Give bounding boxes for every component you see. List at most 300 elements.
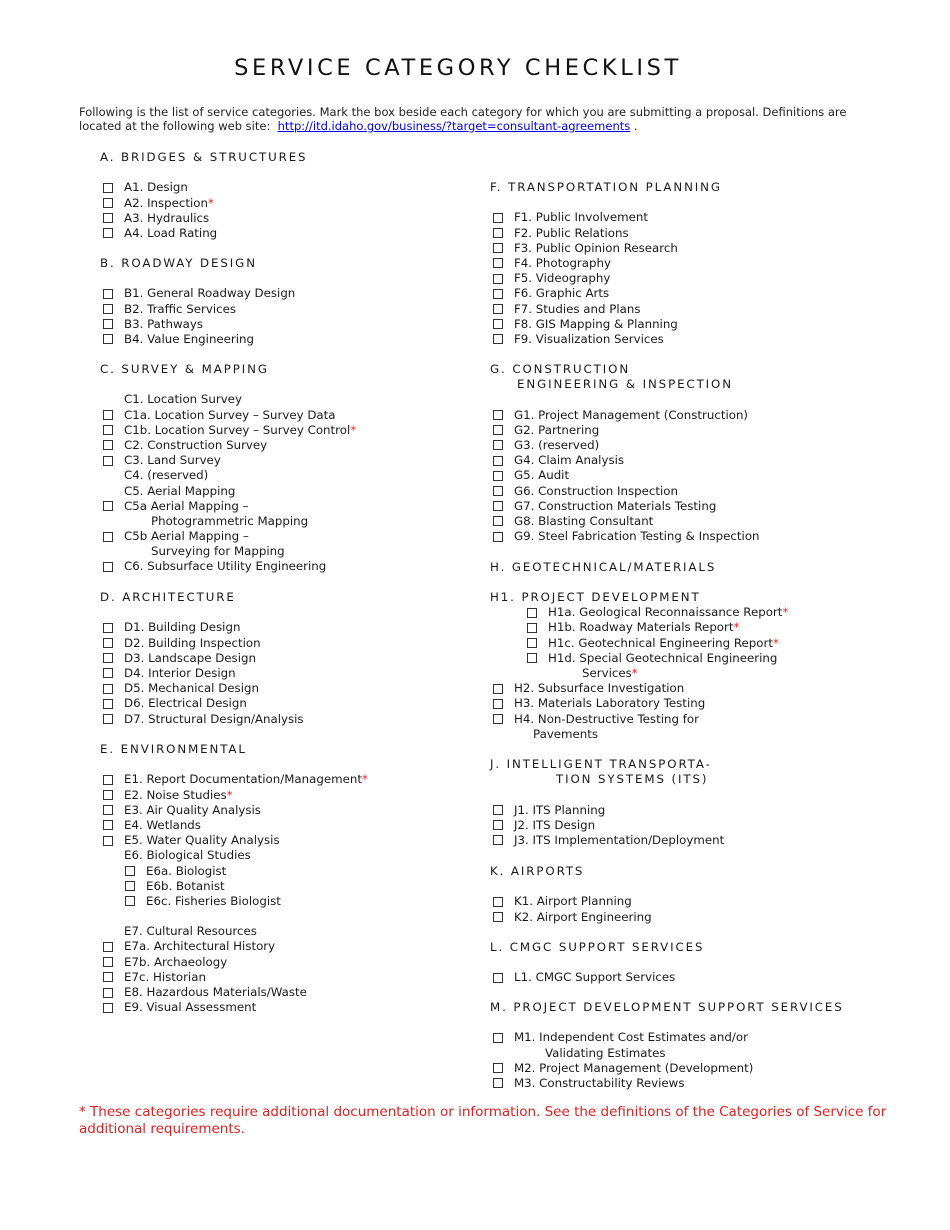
checklist-item[interactable] xyxy=(100,286,296,301)
checkbox[interactable] xyxy=(493,274,503,284)
item-text: B3. Pathways xyxy=(124,316,204,331)
checklist-item[interactable] xyxy=(100,681,259,696)
checkbox[interactable] xyxy=(493,820,503,830)
checkbox[interactable] xyxy=(103,456,113,466)
checkbox[interactable] xyxy=(493,410,503,420)
checklist-item[interactable] xyxy=(100,1000,257,1015)
item-label xyxy=(514,256,611,271)
checklist-item xyxy=(100,848,251,863)
checkbox[interactable] xyxy=(103,319,113,329)
checklist-item[interactable] xyxy=(490,1030,844,1060)
item-text: H1a. Geological Reconnaissance Report xyxy=(548,605,783,620)
item-text: C2. Construction Survey xyxy=(124,437,268,452)
item-label xyxy=(124,620,240,635)
checklist-item[interactable] xyxy=(490,803,712,818)
item-text: F9. Visualization Services xyxy=(514,331,664,346)
item-label xyxy=(514,818,595,833)
page-title: SERVICE CATEGORY CHECKLIST xyxy=(234,55,682,81)
item-text: C5a Aerial Mapping – xyxy=(124,498,249,513)
checklist-item[interactable] xyxy=(100,893,281,909)
required-asterisk: * xyxy=(361,772,368,787)
checklist-item[interactable] xyxy=(100,635,261,651)
checkbox[interactable] xyxy=(103,942,113,952)
checklist-item xyxy=(100,392,269,407)
checklist-item[interactable] xyxy=(490,438,733,453)
section-l xyxy=(490,940,704,986)
item-text: F7. Studies and Plans xyxy=(514,301,641,316)
section-heading-line: K. AIRPORTS xyxy=(490,864,585,878)
checklist-item[interactable] xyxy=(100,955,247,970)
checklist-item[interactable] xyxy=(490,317,722,332)
item-label xyxy=(124,226,217,241)
section-heading-line: M. PROJECT DEVELOPMENT SUPPORT SERVICES xyxy=(490,1000,844,1014)
item-text: B4. Value Engineering xyxy=(124,331,255,346)
checkbox[interactable] xyxy=(493,805,503,815)
checkbox[interactable] xyxy=(103,988,113,998)
checklist-item[interactable] xyxy=(490,499,733,514)
section-heading xyxy=(100,590,236,605)
category-list xyxy=(490,802,725,849)
section-a xyxy=(100,150,307,241)
checklist-item[interactable] xyxy=(490,226,722,241)
checkbox[interactable] xyxy=(103,183,113,193)
section-heading-line: C. SURVEY & MAPPING xyxy=(100,362,269,376)
item-text: E7. Cultural Resources xyxy=(124,924,257,939)
item-label xyxy=(124,803,261,818)
checklist-item[interactable] xyxy=(490,468,733,483)
checklist-item[interactable] xyxy=(100,226,307,241)
item-label xyxy=(514,529,760,544)
item-label xyxy=(514,681,684,696)
item-text: F6. Graphic Arts xyxy=(514,286,610,301)
category-list xyxy=(490,210,722,347)
checklist-item[interactable] xyxy=(100,438,269,453)
item-text: E7c. Historian xyxy=(124,969,206,984)
item-label xyxy=(514,241,678,256)
item-label xyxy=(514,499,716,514)
section-heading-line: J. INTELLIGENT TRANSPORTA- xyxy=(490,757,712,771)
checkbox[interactable] xyxy=(493,213,503,223)
checklist-item[interactable] xyxy=(100,422,357,438)
checkbox[interactable] xyxy=(103,957,113,967)
item-text-line2-text: Validating Estimates xyxy=(545,1045,666,1060)
category-list xyxy=(100,180,307,241)
item-text-line2-text: Surveying for Mapping xyxy=(151,544,285,559)
item-label xyxy=(124,438,267,453)
checkbox[interactable] xyxy=(493,699,503,709)
item-label xyxy=(548,620,739,635)
item-text: M1. Independent Cost Estimates and/or xyxy=(514,1030,748,1045)
item-text: B2. Traffic Services xyxy=(124,301,237,316)
checklist-item[interactable] xyxy=(490,271,722,286)
item-label xyxy=(514,408,748,423)
item-label xyxy=(124,833,280,848)
item-text: C5b Aerial Mapping – xyxy=(124,529,249,544)
checkbox[interactable] xyxy=(493,258,503,268)
checkbox[interactable] xyxy=(493,1033,503,1043)
checklist-item[interactable] xyxy=(100,879,247,894)
item-text: E7a. Architectural History xyxy=(124,939,276,954)
checklist-item[interactable] xyxy=(100,302,257,317)
section-heading-line: H. GEOTECHNICAL/MATERIALS xyxy=(490,560,717,574)
checklist-item[interactable] xyxy=(490,1076,844,1091)
checkbox[interactable] xyxy=(103,972,113,982)
checkbox[interactable] xyxy=(103,334,113,344)
checkbox[interactable] xyxy=(103,790,113,800)
section-heading-line: ENGINEERING & INSPECTION xyxy=(517,377,733,392)
checkbox[interactable] xyxy=(493,319,503,329)
item-label xyxy=(514,317,678,332)
section-heading xyxy=(490,362,733,392)
item-label xyxy=(124,529,285,559)
checkbox[interactable] xyxy=(125,881,135,891)
checkbox[interactable] xyxy=(493,501,503,511)
required-asterisk: * xyxy=(631,665,638,680)
item-text: A2. Inspection xyxy=(124,195,209,210)
checkbox[interactable] xyxy=(103,562,113,572)
item-text: E6a. Biologist xyxy=(146,863,227,878)
checklist-item[interactable] xyxy=(100,666,236,681)
item-label xyxy=(124,788,233,803)
category-list xyxy=(100,620,304,726)
checkbox[interactable] xyxy=(493,425,503,435)
intro-text-block xyxy=(79,105,879,133)
section-e xyxy=(100,742,368,1015)
item-text: F3. Public Opinion Research xyxy=(514,240,678,255)
item-label xyxy=(124,499,308,529)
item-text: G6. Construction Inspection xyxy=(514,483,678,498)
checklist-item[interactable] xyxy=(490,650,778,681)
checkbox[interactable] xyxy=(493,289,503,299)
checklist-item xyxy=(100,468,269,483)
checkbox[interactable] xyxy=(103,425,113,435)
section-heading xyxy=(100,362,269,377)
checkbox[interactable] xyxy=(493,1063,503,1073)
checklist-item[interactable] xyxy=(490,832,725,848)
item-text: B1. General Roadway Design xyxy=(124,286,296,301)
checkbox[interactable] xyxy=(493,334,503,344)
checklist-item[interactable] xyxy=(100,864,247,879)
checkbox[interactable] xyxy=(493,835,503,845)
checklist-item[interactable] xyxy=(490,696,706,711)
item-text: A3. Hydraulics xyxy=(124,210,210,225)
checklist-item[interactable] xyxy=(490,894,632,909)
checklist-item[interactable] xyxy=(100,985,307,1000)
section-heading-line: H1. PROJECT DEVELOPMENT xyxy=(490,590,701,604)
item-label xyxy=(124,970,206,985)
section-g xyxy=(490,362,760,544)
item-text: C1a. Location Survey – Survey Data xyxy=(124,407,336,422)
item-text: A1. Design xyxy=(124,180,188,195)
category-list xyxy=(490,1030,844,1091)
checklist-item[interactable] xyxy=(490,484,733,499)
checkbox[interactable] xyxy=(103,820,113,830)
section-h xyxy=(490,560,716,575)
checkbox[interactable] xyxy=(493,228,503,238)
item-text: C6. Subsurface Utility Engineering xyxy=(124,559,327,574)
checkbox[interactable] xyxy=(493,897,503,907)
section-heading-line: TION SYSTEMS (ITS) xyxy=(556,772,709,787)
checklist-item xyxy=(100,924,257,939)
checklist-item[interactable] xyxy=(100,498,309,529)
item-label xyxy=(514,271,610,286)
item-label xyxy=(124,681,259,696)
checklist-item[interactable] xyxy=(100,407,336,423)
required-asterisk: * xyxy=(208,195,214,210)
section-heading-line: B. ROADWAY DESIGN xyxy=(100,256,257,270)
checkbox[interactable] xyxy=(103,213,113,223)
category-list xyxy=(490,407,760,545)
item-text: F4. Photography xyxy=(514,255,611,270)
checklist-item[interactable] xyxy=(100,772,368,787)
item-label xyxy=(124,666,236,681)
item-label xyxy=(124,286,295,301)
item-label xyxy=(514,423,599,438)
checkbox[interactable] xyxy=(493,1078,503,1088)
section-c xyxy=(100,362,357,575)
item-label xyxy=(124,453,221,468)
item-label xyxy=(124,696,247,711)
checkbox[interactable] xyxy=(103,410,113,420)
checklist-item[interactable] xyxy=(490,514,733,529)
item-label xyxy=(124,848,251,863)
checklist-item[interactable] xyxy=(490,453,733,468)
checkbox[interactable] xyxy=(103,805,113,815)
checkbox[interactable] xyxy=(103,228,113,238)
item-label xyxy=(124,955,227,970)
checklist-item[interactable] xyxy=(100,211,307,226)
item-label xyxy=(514,696,705,711)
footnote: * These categories require additional documentation or information. See the definitions of the Categories of Service for additional requirements. xyxy=(79,1104,887,1137)
section-heading xyxy=(100,256,257,271)
checkbox[interactable] xyxy=(103,532,113,542)
section-j xyxy=(490,757,725,848)
item-text: E5. Water Quality Analysis xyxy=(124,833,280,848)
definitions-link[interactable]: http://itd.idaho.gov/business/?target=consultant-agreements xyxy=(277,119,631,133)
checkbox[interactable] xyxy=(103,440,113,450)
checkbox[interactable] xyxy=(103,304,113,314)
item-label xyxy=(124,423,356,438)
item-text: F1. Public Involvement xyxy=(514,210,648,225)
item-label xyxy=(514,332,664,347)
checkbox[interactable] xyxy=(493,304,503,314)
item-text: G5. Audit xyxy=(514,468,570,483)
checklist-item[interactable] xyxy=(100,939,276,954)
section-heading-line: F. TRANSPORTATION PLANNING xyxy=(490,180,722,194)
checkbox[interactable] xyxy=(103,623,113,633)
item-text: D3. Landscape Design xyxy=(124,650,256,665)
item-label xyxy=(124,484,235,499)
item-label xyxy=(514,712,699,742)
item-label xyxy=(146,894,281,909)
item-text: H1d. Special Geotechnical Engineering xyxy=(548,650,778,665)
checklist-item[interactable] xyxy=(490,635,779,651)
section-heading xyxy=(490,940,704,955)
checklist-item[interactable] xyxy=(100,788,247,803)
required-asterisk: * xyxy=(772,635,779,650)
item-label xyxy=(548,636,779,651)
checklist-item[interactable] xyxy=(100,180,307,195)
item-text: E3. Air Quality Analysis xyxy=(124,802,261,817)
item-label xyxy=(124,559,326,574)
checkbox[interactable] xyxy=(103,1003,113,1013)
checklist-item[interactable] xyxy=(100,529,285,559)
item-text: K2. Airport Engineering xyxy=(514,909,652,924)
item-label xyxy=(514,514,653,529)
item-label xyxy=(124,651,256,666)
section-heading xyxy=(100,150,307,165)
checklist-item[interactable] xyxy=(100,453,269,468)
section-k xyxy=(490,864,652,925)
checkbox[interactable] xyxy=(103,684,113,694)
section-heading-line: D. ARCHITECTURE xyxy=(100,590,236,604)
checklist-item[interactable] xyxy=(100,196,307,211)
checklist-item[interactable] xyxy=(490,712,701,742)
checklist-item[interactable] xyxy=(100,711,304,727)
checkbox[interactable] xyxy=(103,289,113,299)
checkbox[interactable] xyxy=(103,668,113,678)
checkbox[interactable] xyxy=(493,486,503,496)
checklist-item[interactable] xyxy=(490,286,722,301)
category-list xyxy=(490,605,789,742)
checkbox[interactable] xyxy=(103,714,113,724)
item-label xyxy=(124,712,304,727)
checkbox[interactable] xyxy=(527,608,537,618)
item-label xyxy=(548,651,777,681)
checkbox[interactable] xyxy=(493,973,503,983)
checklist-item[interactable] xyxy=(100,650,256,666)
checklist-item[interactable] xyxy=(490,407,749,423)
item-label xyxy=(124,408,336,423)
item-text: F5. Videography xyxy=(514,271,611,286)
item-label xyxy=(124,772,368,787)
checkbox[interactable] xyxy=(125,866,135,876)
item-text: H4. Non-Destructive Testing for xyxy=(514,711,699,726)
item-text: C5. Aerial Mapping xyxy=(124,483,236,498)
checkbox[interactable] xyxy=(493,471,503,481)
section-heading xyxy=(490,180,722,195)
checkbox[interactable] xyxy=(103,638,113,648)
checklist-item[interactable] xyxy=(100,818,247,833)
item-label xyxy=(146,864,226,879)
checkbox[interactable] xyxy=(493,532,503,542)
item-text: J1. ITS Planning xyxy=(514,802,606,817)
checklist-item[interactable] xyxy=(490,818,712,833)
checklist-item[interactable] xyxy=(100,970,247,985)
checkbox[interactable] xyxy=(103,775,113,785)
item-text: J2. ITS Design xyxy=(514,817,596,832)
checkbox[interactable] xyxy=(103,501,113,511)
checkbox[interactable] xyxy=(103,653,113,663)
item-text: D1. Building Design xyxy=(124,620,241,635)
checkbox[interactable] xyxy=(493,516,503,526)
item-label xyxy=(514,1076,684,1091)
checkbox[interactable] xyxy=(493,684,503,694)
item-label xyxy=(514,833,724,848)
intro-text: Following is the list of service categories. Mark the box beside each category for which you are submitting a proposal. Definitions are located at the following web site: xyxy=(79,105,847,133)
category-list xyxy=(490,894,652,924)
checkbox[interactable] xyxy=(493,243,503,253)
checkbox[interactable] xyxy=(103,836,113,846)
required-asterisk: * xyxy=(782,605,789,620)
checklist-item[interactable] xyxy=(490,909,652,925)
checklist-item[interactable] xyxy=(490,620,740,635)
item-text: E6c. Fisheries Biologist xyxy=(146,893,281,908)
item-text: C1b. Location Survey – Survey Control xyxy=(124,422,351,437)
checklist-item[interactable] xyxy=(100,559,327,574)
checklist-item[interactable] xyxy=(100,620,241,635)
item-text: D6. Electrical Design xyxy=(124,696,247,711)
item-text-line2 xyxy=(548,666,777,681)
checklist-item[interactable] xyxy=(100,696,247,711)
item-label xyxy=(514,226,629,241)
checklist-item[interactable] xyxy=(100,833,280,848)
checklist-item[interactable] xyxy=(100,317,257,332)
item-text-line2 xyxy=(514,727,699,742)
item-text: G3. (reserved) xyxy=(514,437,600,452)
required-asterisk: * xyxy=(350,422,357,437)
checklist-item[interactable] xyxy=(490,241,722,256)
item-text: H1b. Roadway Materials Report xyxy=(548,620,734,635)
checklist-item[interactable] xyxy=(490,256,722,271)
item-label xyxy=(124,317,203,332)
item-text: E6b. Botanist xyxy=(146,878,225,893)
item-label xyxy=(514,1061,753,1076)
checkbox[interactable] xyxy=(527,623,537,633)
checklist-item[interactable] xyxy=(490,970,704,985)
checklist-item[interactable] xyxy=(490,529,760,544)
item-text: C3. Land Survey xyxy=(124,453,221,468)
checkbox[interactable] xyxy=(493,912,503,922)
item-text: J3. ITS Implementation/Deployment xyxy=(514,832,725,847)
checklist-item[interactable] xyxy=(490,1061,844,1076)
section-heading xyxy=(490,757,712,787)
checkbox[interactable] xyxy=(527,638,537,648)
checkbox[interactable] xyxy=(125,896,135,906)
checkbox[interactable] xyxy=(493,714,503,724)
checklist-item[interactable] xyxy=(490,681,701,696)
item-text: E8. Hazardous Materials/Waste xyxy=(124,985,307,1000)
item-label xyxy=(124,180,188,195)
checklist-item[interactable] xyxy=(490,423,733,438)
item-label xyxy=(514,970,675,985)
checklist-item[interactable] xyxy=(490,302,722,317)
item-label xyxy=(514,210,648,225)
required-asterisk: * xyxy=(226,787,233,802)
checkbox[interactable] xyxy=(493,440,503,450)
checklist-item[interactable] xyxy=(490,605,789,620)
checkbox[interactable] xyxy=(103,198,113,208)
item-text: L1. CMGC Support Services xyxy=(514,970,676,985)
checkbox[interactable] xyxy=(527,653,537,663)
checklist-item[interactable] xyxy=(490,210,722,225)
checklist-item[interactable] xyxy=(490,332,722,347)
section-m xyxy=(490,1000,844,1091)
section-heading xyxy=(100,742,247,757)
category-list xyxy=(100,772,368,1015)
item-text-line2 xyxy=(124,544,285,559)
item-text: D5. Mechanical Design xyxy=(124,681,259,696)
checkbox[interactable] xyxy=(103,699,113,709)
checklist-item[interactable] xyxy=(100,332,257,347)
section-heading xyxy=(490,1000,844,1015)
item-label xyxy=(514,910,652,925)
checklist-item[interactable] xyxy=(100,802,261,818)
item-text-line2-text: Photogrammetric Mapping xyxy=(151,513,309,528)
checkbox[interactable] xyxy=(493,456,503,466)
item-text: M3. Constructability Reviews xyxy=(514,1075,685,1090)
item-text: E9. Visual Assessment xyxy=(124,1000,257,1015)
